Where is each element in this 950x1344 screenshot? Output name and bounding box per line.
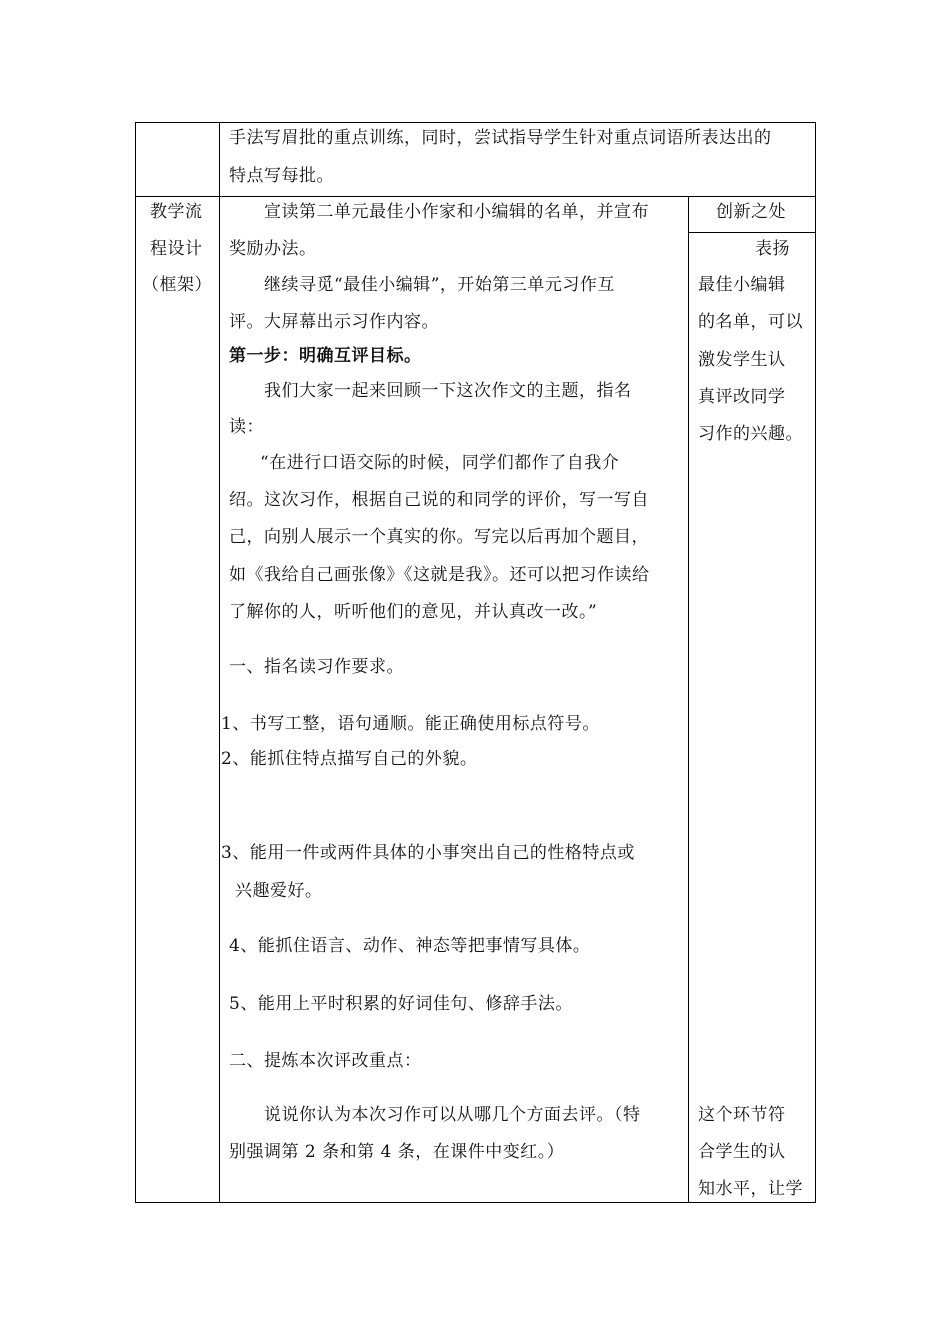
top-row-line-1: 手法写眉批的重点训练，同时，尝试指导学生针对重点词语所表达出的 — [229, 128, 772, 148]
requirement-1: 1、书写工整，语句通顺。能正确使用标点符号。 — [221, 714, 600, 734]
paragraph-2-line-1: 继续寻觅“最佳小编辑”，开始第三单元习作互 — [264, 275, 615, 295]
paragraph-4-line-2: 别强调第 2 条和第 4 条，在课件中变红。） — [229, 1142, 565, 1162]
innovation-note-2-line-3: 知水平，让学 — [698, 1179, 803, 1199]
innovation-note-2-line-1: 这个环节符 — [698, 1105, 786, 1125]
paragraph-2-line-2: 评。大屏幕出示习作内容。 — [229, 312, 439, 332]
requirement-2: 2、能抓住特点描写自己的外貌。 — [221, 749, 478, 769]
row-divider — [135, 196, 816, 197]
table-left-border — [135, 122, 136, 1203]
section-2-heading: 二、提炼本次评改重点： — [229, 1051, 422, 1071]
innovation-note-1-line-4: 激发学生认 — [698, 350, 786, 370]
table-right-border — [815, 122, 816, 1203]
requirement-5: 5、能用上平时积累的好词佳句、修辞手法。 — [229, 994, 573, 1014]
innovation-heading: 创新之处 — [716, 202, 786, 222]
left-header-line-1: 教学流 — [150, 202, 203, 222]
step-1-heading: 第一步：明确互评目标。 — [229, 346, 422, 366]
requirement-3-line-1: 3、能用一件或两件具体的小事突出自己的性格特点或 — [221, 843, 635, 863]
paragraph-1-line-1: 宣读第二单元最佳小作家和小编辑的名单，并宣布 — [264, 202, 649, 222]
innovation-note-2-line-2: 合学生的认 — [698, 1142, 786, 1162]
innovation-note-1-line-2: 最佳小编辑 — [698, 275, 786, 295]
paragraph-4-line-1: 说说你认为本次习作可以从哪几个方面去评。（特 — [264, 1105, 641, 1125]
requirement-3-line-2: 兴趣爱好。 — [235, 881, 323, 901]
column-divider-right — [688, 196, 689, 1203]
requirement-4: 4、能抓住语言、动作、神态等把事情写具体。 — [229, 936, 591, 956]
column-divider-left — [219, 122, 220, 1203]
top-row-line-2: 特点写每批。 — [229, 166, 334, 186]
paragraph-3-line-1: 我们大家一起来回顾一下这次作文的主题，指名 — [264, 381, 632, 401]
quote-line-5: 了解你的人，听听他们的意见，并认真改一改。” — [229, 602, 598, 622]
right-header-divider — [688, 232, 816, 233]
table-top-border — [135, 122, 816, 123]
paragraph-1-line-2: 奖励办法。 — [229, 239, 317, 259]
innovation-note-1-line-3: 的名单，可以 — [698, 312, 803, 332]
quote-line-4: 如《我给自己画张像》《这就是我》。还可以把习作读给 — [229, 565, 650, 585]
left-header-line-3: （框架） — [142, 275, 212, 295]
section-1-heading: 一、指名读习作要求。 — [229, 657, 404, 677]
quote-line-1: “在进行口语交际的时候，同学们都作了自我介 — [260, 453, 620, 473]
quote-line-2: 绍。这次习作，根据自己说的和同学的评价，写一写自 — [229, 490, 649, 510]
paragraph-3-line-2: 读： — [229, 417, 264, 437]
quote-line-3: 己，向别人展示一个真实的你。写完以后再加个题目， — [229, 527, 649, 547]
left-header-line-2: 程设计 — [150, 239, 203, 259]
innovation-note-1-line-1: 表扬 — [755, 239, 790, 259]
table-bottom-border — [135, 1202, 816, 1203]
innovation-note-1-line-5: 真评改同学 — [698, 387, 786, 407]
innovation-note-1-line-6: 习作的兴趣。 — [698, 424, 803, 444]
